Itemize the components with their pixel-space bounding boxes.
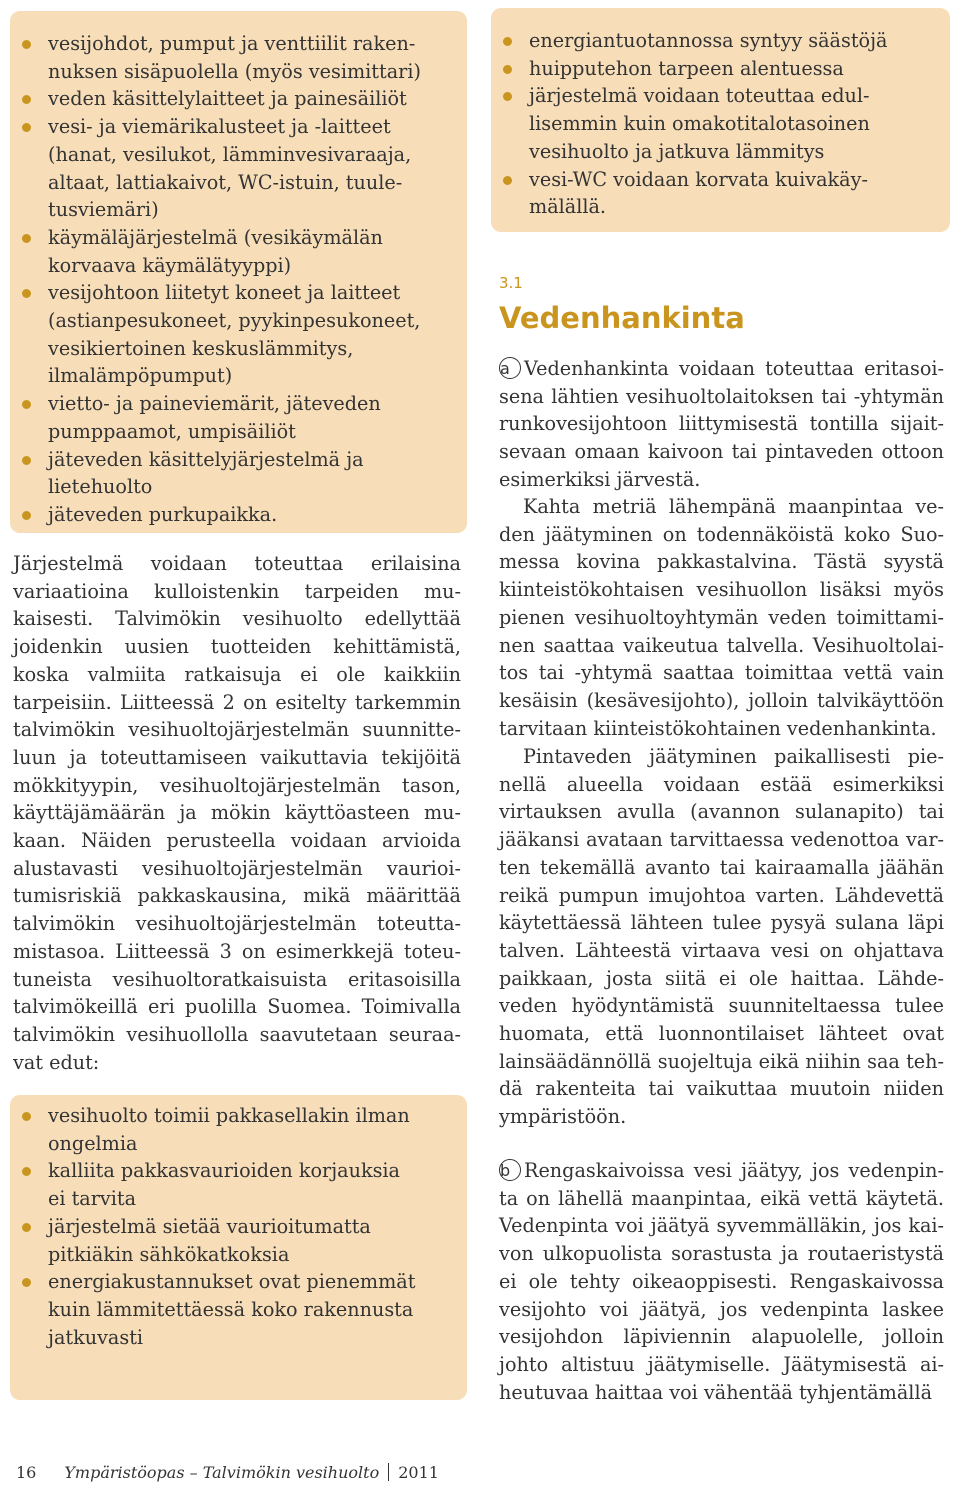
text-line: kiinteistökohtaisen vesihuollon lisäksi myös bbox=[499, 578, 944, 602]
text-line: messa kovina pakkastalvina. Tästä syystä bbox=[499, 550, 944, 574]
list-item-line: jäteveden käsittelyjärjestelmä ja bbox=[48, 447, 364, 471]
paragraph-a-line-0: Vedenhankinta voidaan toteuttaa eritasoi- bbox=[524, 357, 944, 380]
list-item-line: (hanat, vesilukot, lämminvesivaraaja, bbox=[48, 142, 412, 166]
text-line: johto altistuu jäätymiselle. Jäätymisestä ai- bbox=[499, 1352, 944, 1376]
bullet-icon bbox=[22, 1223, 31, 1232]
paragraph-a-rest bbox=[499, 383, 944, 494]
list-item bbox=[491, 166, 950, 221]
list-item-line: energiantuotannossa syntyy säästöjä bbox=[529, 29, 888, 52]
text-line: runkovesijohtoon liittymisestä tontilla sijait- bbox=[499, 412, 944, 436]
section-number: 3.1 bbox=[499, 274, 523, 292]
list-item-line: vesi- ja viemärikalusteet ja -laitteet bbox=[48, 115, 391, 139]
text-line: kaisesti. Talvimökin vesihuolto edellyttää bbox=[13, 607, 461, 631]
paragraph-b-rest bbox=[499, 1185, 944, 1407]
text-line: Järjestelmä voidaan toteuttaa erilaisina bbox=[13, 552, 461, 575]
list-item-line: pitkiäkin sähkökatkoksia bbox=[48, 1242, 290, 1266]
bullet-icon bbox=[22, 1112, 31, 1121]
bullet-icon bbox=[22, 289, 31, 298]
paragraph-surface-water bbox=[499, 743, 944, 1131]
list-item-line: kalliita pakkasvaurioiden korjauksia bbox=[48, 1159, 400, 1183]
text-line: paikkaan, josta siitä ei ole haittaa. Lähde- bbox=[499, 966, 944, 990]
list-item bbox=[10, 30, 467, 85]
left-body-paragraph bbox=[13, 550, 461, 1076]
text-line: von ulkopuolista sorastusta ja routaeristystä bbox=[499, 1242, 944, 1266]
text-line: jääkansi avataan tarvittaessa vedenottoa var- bbox=[499, 828, 944, 852]
list-item-line: pumppaamot, umpisäiliöt bbox=[48, 419, 296, 443]
list-item bbox=[491, 27, 950, 55]
list-item-line: vesihuolto toimii pakkasellakin ilman bbox=[48, 1104, 410, 1127]
list-item-line: vesikiertoinen keskuslämmitys, bbox=[48, 336, 354, 360]
text-line: luun ja toteuttamiseen vaikuttavia tekijöitä bbox=[13, 745, 461, 769]
paragraph-b bbox=[499, 1157, 944, 1406]
text-line: vat edut: bbox=[13, 1050, 100, 1074]
top-bullet-box bbox=[10, 11, 467, 533]
bullet-icon bbox=[22, 234, 31, 243]
list-item bbox=[10, 390, 467, 445]
bullet-icon bbox=[22, 1278, 31, 1287]
text-line: nen saattaa vaikeutua talvella. Vesihuoltolai- bbox=[499, 633, 944, 657]
list-item-line: huipputehon tarpeen alentuessa bbox=[529, 56, 844, 80]
text-line: Vedenpinta voi jäätyä syvemmälläkin, jos kai- bbox=[499, 1214, 944, 1238]
list-item-line: järjestelmä sietää vaurioitumatta bbox=[48, 1214, 371, 1238]
paragraph-a bbox=[499, 355, 944, 494]
bullet-icon bbox=[503, 65, 512, 74]
benefits-bullet-list bbox=[10, 1102, 467, 1351]
text-line: nellä alueella voidaan estää esimerkiksi bbox=[499, 772, 944, 796]
text-line: vesijohdon läpiviennin alapuolelle, jolloin bbox=[499, 1325, 944, 1349]
list-item bbox=[10, 279, 467, 390]
list-item-line: (astianpesukoneet, pyykinpesukoneet, bbox=[48, 309, 421, 333]
marker-a-icon: a bbox=[499, 357, 521, 379]
text-line: tos tai -yhtymä saattaa toimittaa vettä vain bbox=[499, 661, 944, 685]
text-line: mökkityypin, vesihuoltojärjestelmän tason, bbox=[13, 773, 461, 797]
paragraph-a-first-line bbox=[499, 355, 944, 383]
list-item-line: käymäläjärjestelmä (vesikäymälän bbox=[48, 225, 383, 249]
list-item-line: järjestelmä voidaan toteuttaa edul- bbox=[529, 84, 870, 108]
list-item-line: korvaava käymälätyyppi) bbox=[48, 253, 292, 277]
text-line: virtauksen avulla (avannon sulanapito) tai bbox=[499, 800, 944, 824]
publication-year: 2011 bbox=[398, 1463, 439, 1482]
list-item bbox=[10, 113, 467, 224]
text-line: tarvitaan kiinteistökohtainen vedenhankinta. bbox=[499, 716, 937, 740]
bullet-icon bbox=[22, 400, 31, 409]
text-line: huomata, että luonnontilaiset lähteet ovat bbox=[499, 1022, 944, 1046]
bullet-icon bbox=[22, 40, 31, 49]
list-item-line: vesihuolto ja jatkuva lämmitys bbox=[529, 139, 825, 163]
paragraph-frost-depth bbox=[499, 493, 944, 742]
text-line: heutuvaa haittaa voi vähentää tyhjentämällä bbox=[499, 1380, 933, 1404]
marker-b-icon: b bbox=[499, 1159, 521, 1181]
list-item bbox=[491, 55, 950, 83]
text-line: kaan. Näiden perusteella voidaan arvioida bbox=[13, 829, 461, 853]
footer-separator bbox=[388, 1463, 389, 1481]
page-footer bbox=[16, 1463, 439, 1482]
list-item-line: lisemmin kuin omakotitalotasoinen bbox=[529, 112, 870, 136]
list-item-line: veden käsittelylaitteet ja painesäiliöt bbox=[48, 87, 407, 111]
list-item-line: mälällä. bbox=[529, 195, 607, 219]
text-line: kesäisin (kesävesijohto), jolloin talvikäyttöön bbox=[499, 688, 944, 712]
text-line: ta on lähellä maanpintaa, eikä vettä käytetä. bbox=[499, 1186, 944, 1210]
text-line: talvimökin vesihuollolla saavutetaan seuraa- bbox=[13, 1022, 461, 1046]
text-line: tumisriskiä pakkaskausina, mikä määrittää bbox=[13, 884, 461, 908]
text-line: talvimökin vesihuoltojärjestelmän suunnitte- bbox=[13, 718, 461, 742]
list-item-line: ilmalämpöpumput) bbox=[48, 364, 233, 388]
list-item bbox=[10, 501, 467, 529]
text-line: veden hyödyntämistä suunniteltaessa tulee bbox=[499, 994, 944, 1018]
text-line: käytettäessä lähteen tulee pysyä sulana läpi bbox=[499, 911, 944, 935]
list-item-line: altaat, lattiakaivot, WC-istuin, tuule- bbox=[48, 170, 403, 194]
text-line: Pintaveden jäätyminen paikallisesti pie- bbox=[523, 745, 944, 768]
list-item-line: jatkuvasti bbox=[48, 1325, 144, 1349]
bullet-icon bbox=[22, 511, 31, 520]
list-item-line: ongelmia bbox=[48, 1131, 138, 1155]
list-item-line: vesi-WC voidaan korvata kuivakäy- bbox=[529, 167, 868, 191]
bullet-icon bbox=[503, 176, 512, 185]
text-line: käyttäjämäärän ja mökin käyttöasteen mu- bbox=[13, 801, 461, 825]
list-item-line: vesijohtoon liitetyt koneet ja laitteet bbox=[48, 281, 401, 305]
text-line: tarpeisiin. Liitteessä 2 on esitelty tarkemmin bbox=[13, 690, 461, 714]
text-line: sena lähtien vesihuoltolaitoksen tai -yhtymän bbox=[499, 384, 944, 408]
text-line: sevaan omaan kaivoon tai pintaveden ottoon bbox=[499, 440, 944, 464]
list-item bbox=[10, 1213, 467, 1268]
list-item bbox=[10, 1102, 467, 1157]
text-line: ei ole tehty oikeaoppisesti. Rengaskaivossa bbox=[499, 1269, 944, 1293]
list-item-line: vietto- ja paineviemärit, jäteveden bbox=[48, 392, 381, 416]
text-line: mistasoa. Liitteessä 3 on esimerkkejä toteu- bbox=[13, 939, 461, 963]
text-line: talvimökeillä eri puolilla Suomea. Toimivalla bbox=[13, 995, 461, 1019]
benefits-bullet-box bbox=[10, 1095, 467, 1400]
bullet-icon bbox=[22, 95, 31, 104]
text-line: Kahta metriä lähempänä maanpintaa ve- bbox=[523, 495, 944, 518]
text-line: variaatioina kulloistenkin tarpeiden mu- bbox=[13, 579, 461, 603]
list-item bbox=[10, 1268, 467, 1351]
text-line: pienen vesihuoltoyhtymän veden toimittami- bbox=[499, 605, 944, 629]
text-line: tuneista vesihuoltoratkaisuista eritasoisilla bbox=[13, 967, 461, 991]
paragraph-b-first-line bbox=[499, 1157, 944, 1185]
list-item bbox=[10, 224, 467, 279]
text-line: ten tekemällä avanto tai kairaamalla jäähän bbox=[499, 855, 944, 879]
list-item bbox=[10, 446, 467, 501]
text-line: esimerkiksi järvestä. bbox=[499, 467, 701, 491]
text-line: koska valmiita ratkaisuja ei ole kaikkiin bbox=[13, 662, 461, 686]
paragraph-b-line-0: Rengaskaivoissa vesi jäätyy, jos vedenpin- bbox=[524, 1159, 944, 1182]
bullet-icon bbox=[503, 37, 512, 46]
list-item-line: jäteveden purkupaikka. bbox=[48, 502, 278, 526]
bullet-icon bbox=[22, 1167, 31, 1176]
text-line: den jäätyminen on todennäköistä koko Suo- bbox=[499, 522, 944, 546]
section-title: Vedenhankinta bbox=[499, 301, 745, 335]
text-line: vesijohto voi jäätyä, jos vedenpinta laskee bbox=[499, 1297, 944, 1321]
text-line: talvimökin vesihuoltojärjestelmän toteutta- bbox=[13, 912, 461, 936]
publication-title: Ympäristöopas – Talvimökin vesihuolto bbox=[64, 1463, 380, 1482]
right-bullet-list bbox=[491, 27, 950, 221]
text-line: talven. Lähteestä virtaava vesi on ohjattava bbox=[499, 938, 944, 962]
list-item-line: tusviemäri) bbox=[48, 198, 159, 222]
right-bullet-box bbox=[491, 8, 950, 232]
list-item-line: energiakustannukset ovat pienemmät bbox=[48, 1270, 416, 1294]
list-item bbox=[491, 82, 950, 165]
bullet-icon bbox=[22, 123, 31, 132]
bullet-icon bbox=[22, 456, 31, 465]
text-line: reikä pumpun imujohtoa varten. Lähdevettä bbox=[499, 883, 944, 907]
list-item-line: kuin lämmitettäessä koko rakennusta bbox=[48, 1297, 414, 1321]
list-item-line: ei tarvita bbox=[48, 1187, 137, 1211]
list-item-line: nuksen sisäpuolella (myös vesimittari) bbox=[48, 59, 421, 83]
text-line: dä rakenteita tai vaikuttaa muutoin niiden bbox=[499, 1077, 944, 1101]
text-line: lainsäädännöllä suojeltuja eikä niihin saa teh- bbox=[499, 1049, 944, 1073]
list-item-line: vesijohdot, pumput ja venttiilit raken- bbox=[48, 32, 416, 55]
list-item bbox=[10, 1157, 467, 1212]
page-number: 16 bbox=[16, 1463, 37, 1482]
text-line: alustavasti vesihuoltojärjestelmän vaurioi- bbox=[13, 856, 461, 880]
text-line: joidenkin uusien tuotteiden kehittämistä, bbox=[13, 635, 461, 659]
bullet-icon bbox=[503, 92, 512, 101]
list-item-line: lietehuolto bbox=[48, 475, 153, 499]
top-bullet-list bbox=[10, 30, 467, 529]
text-line: ympäristöön. bbox=[499, 1105, 627, 1129]
list-item bbox=[10, 85, 467, 113]
